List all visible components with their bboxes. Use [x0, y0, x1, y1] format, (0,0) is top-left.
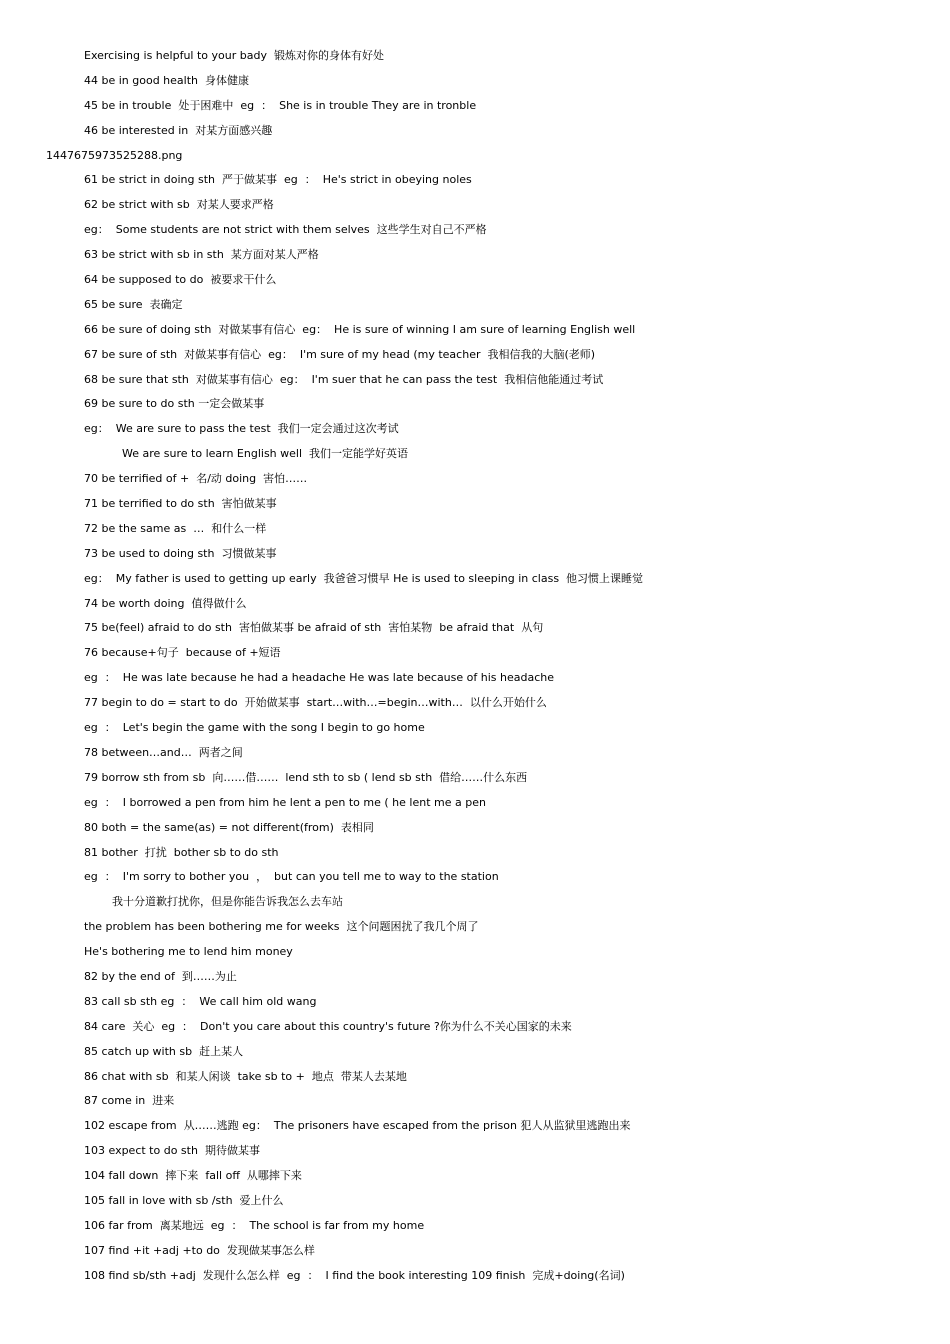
text-line: 70 be terrified of + 名/动 doing 害怕…… — [84, 472, 308, 486]
text-line: 77 begin to do = start to do 开始做某事 start…with…=begin…with… 以什么开始什么 — [84, 696, 547, 710]
text-line: 84 care 关心 eg ： Don't you care about this country's future ?你为什么不关心国家的未来 — [84, 1019, 572, 1033]
text-line: eg： We are sure to pass the test 我们一定会通过这次考试 — [84, 422, 399, 436]
text-line: 81 bother 打扰 bother sb to do sth — [84, 845, 279, 859]
text-line: We are sure to learn English well 我们一定能学好英语 — [122, 447, 409, 461]
text-line: eg ： I borrowed a pen from him he lent a pen to me ( he lent me a pen — [84, 795, 486, 809]
text-line: 46 be interested in 对某方面感兴趣 — [84, 123, 273, 137]
text-line: 105 fall in love with sb /sth 爱上什么 — [84, 1193, 284, 1207]
text-line: eg： Some students are not strict with them selves 这些学生对自己不严格 — [84, 223, 487, 237]
text-line: 108 find sb/sth +adj 发现什么怎么样 eg ： I find the book interesting 109 finish 完成+doing(名词) — [84, 1268, 625, 1282]
text-line: 1447675973525288.png — [46, 148, 183, 162]
text-line: 78 between…and… 两者之间 — [84, 745, 243, 759]
text-line: 68 be sure that sth 对做某事有信心 eg： I'm suer that he can pass the test 我相信他能通过考试 — [84, 372, 604, 386]
text-line: eg ： I'm sorry to bother you ， but can you tell me to way to the station — [84, 870, 499, 884]
text-line: 61 be strict in doing sth 严于做某事 eg ： He's strict in obeying noles — [84, 173, 472, 187]
text-line: 我十分道歉打扰你，但是你能告诉我怎么去车站 — [112, 895, 343, 909]
text-line: 73 be used to doing sth 习惯做某事 — [84, 546, 277, 560]
text-line: He's bothering me to lend him money — [84, 945, 293, 959]
document-page — [0, 44, 950, 1289]
text-line: 69 be sure to do sth 一定会做某事 — [84, 397, 265, 411]
text-line: 80 both = the same(as) = not different(from) 表相同 — [84, 820, 374, 834]
text-line: 75 be(feel) afraid to do sth 害怕做某事 be afraid of sth 害怕某物 be afraid that 从句 — [84, 621, 544, 635]
text-line: eg ： He was late because he had a headache He was late because of his headache — [84, 671, 554, 685]
text-line: 82 by the end of 到……为止 — [84, 969, 237, 983]
text-line: 63 be strict with sb in sth 某方面对某人严格 — [84, 248, 319, 262]
text-line: 62 be strict with sb 对某人要求严格 — [84, 198, 274, 212]
text-line: 65 be sure 表确定 — [84, 297, 183, 311]
text-line: 83 call sb sth eg ： We call him old wang — [84, 994, 317, 1008]
text-line: the problem has been bothering me for weeks 这个问题困扰了我几个周了 — [84, 920, 479, 934]
text-line: 64 be supposed to do 被要求干什么 — [84, 273, 277, 287]
text-line: 72 be the same as … 和什么一样 — [84, 521, 267, 535]
text-line: 74 be worth doing 值得做什么 — [84, 596, 247, 610]
text-line: 79 borrow sth from sb 向……借…… lend sth to sb ( lend sb sth 借给……什么东西 — [84, 770, 528, 784]
text-line: 86 chat with sb 和某人闲谈 take sb to + 地点 带某人去某地 — [84, 1069, 407, 1083]
text-line: 104 fall down 摔下来 fall off 从哪摔下来 — [84, 1169, 302, 1183]
text-line: 107 find +it +adj +to do 发现做某事怎么样 — [84, 1243, 315, 1257]
text-line: 45 be in trouble 处于困难中 eg ： She is in trouble They are in tronble — [84, 98, 477, 112]
text-line: 76 because+句子 because of +短语 — [84, 646, 281, 660]
text-line: 67 be sure of sth 对做某事有信心 eg： I'm sure of my head (my teacher 我相信我的大脑(老师) — [84, 347, 596, 361]
text-line: 103 expect to do sth 期待做某事 — [84, 1144, 260, 1158]
text-line: 66 be sure of doing sth 对做某事有信心 eg： He is sure of winning I am sure of learning English well — [84, 322, 636, 336]
text-line: 87 come in 进来 — [84, 1094, 175, 1108]
text-line: 102 escape from 从……逃跑 eg： The prisoners have escaped from the prison 犯人从监狱里逃跑出来 — [84, 1119, 631, 1133]
text-line: 44 be in good health 身体健康 — [84, 73, 249, 87]
text-line: eg ： Let's begin the game with the song I begin to go home — [84, 721, 425, 735]
text-line: 106 far from 离某地远 eg ： The school is far from my home — [84, 1218, 425, 1232]
text-line: Exercising is helpful to your bady 锻炼对你的身体有好处 — [84, 49, 384, 62]
text-line: 85 catch up with sb 赶上某人 — [84, 1044, 244, 1058]
text-line: 71 be terrified to do sth 害怕做某事 — [84, 497, 277, 511]
text-line: eg： My father is used to getting up early 我爸爸习惯早 He is used to sleeping in class 他习惯上课睡觉 — [84, 571, 644, 585]
